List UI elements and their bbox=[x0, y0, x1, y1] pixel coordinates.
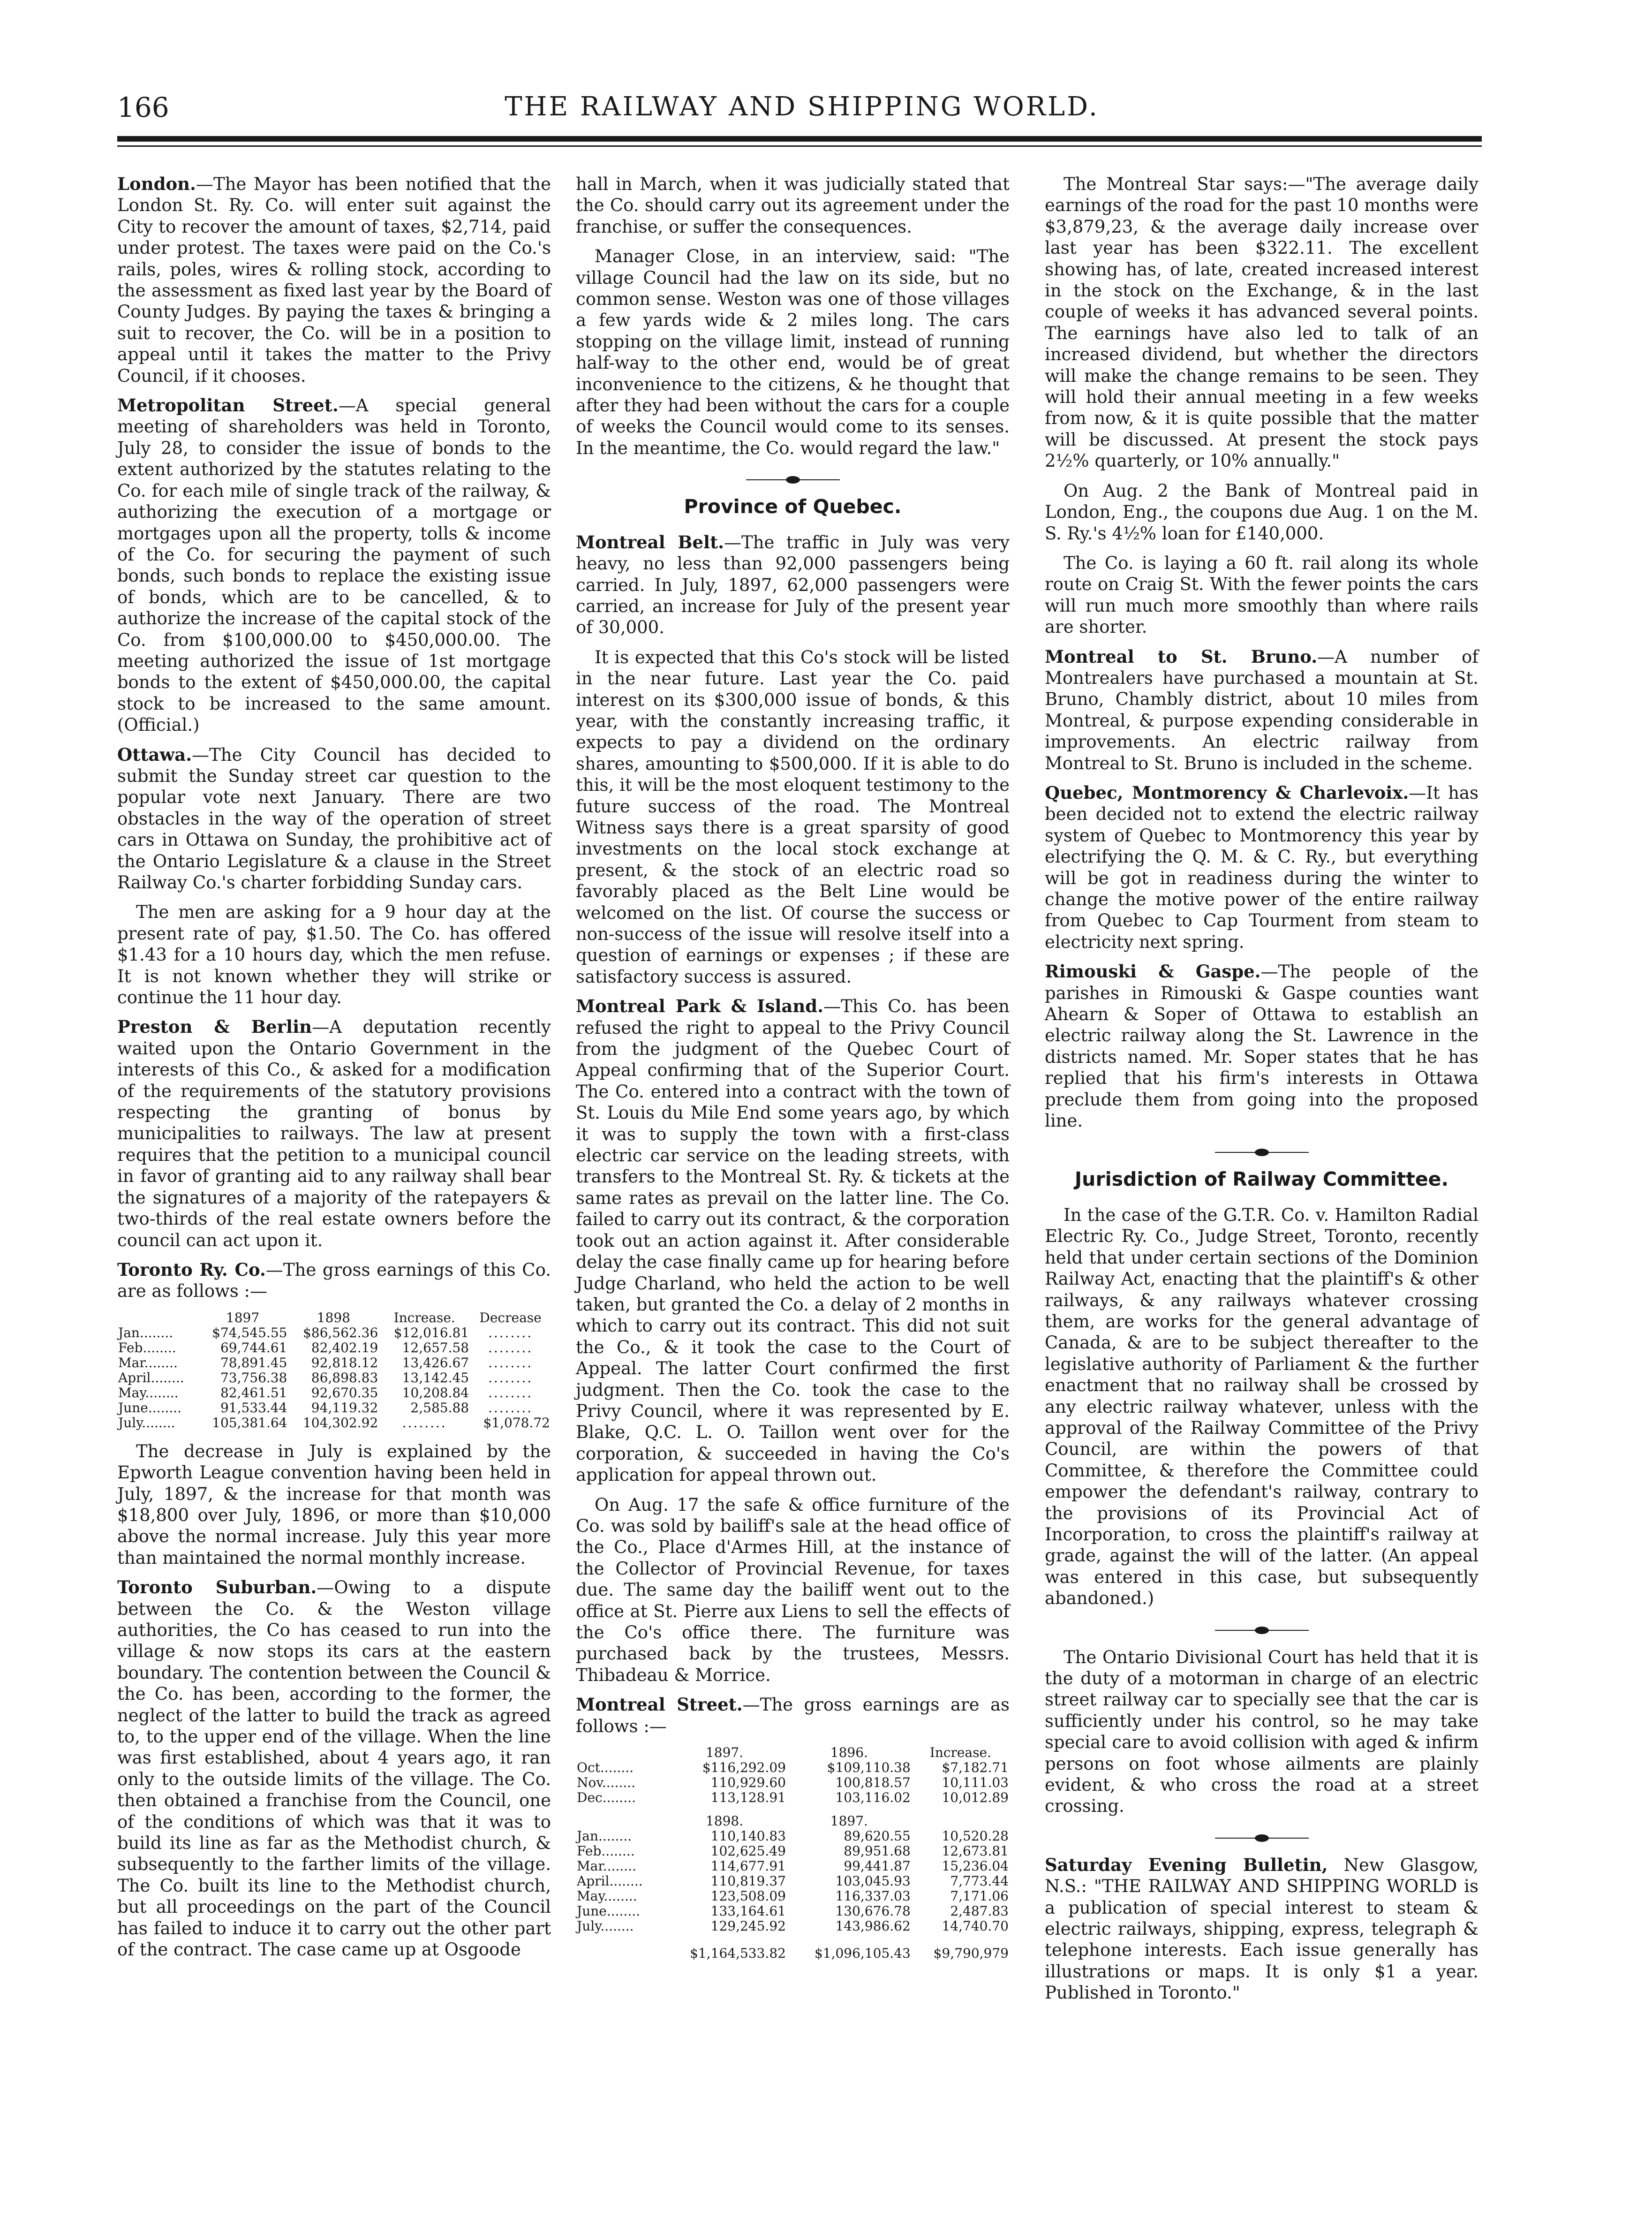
table-cell: ........ bbox=[488, 1370, 533, 1386]
article-toronto-suburban bbox=[117, 1577, 551, 1960]
article-text: —The Mayor has been notified that the London St. Ry. Co. will enter suit against the City to recover the amount of taxes, $2,714, paid under protest. The taxes were paid on the Co.'s rails, poles, wires & rolling stock, according to the assessment as fixed last year by the Board of County Judges. By paying the taxes & bringing a suit to recover, the Co. will be in a position to appeal until it takes the matter to the Privy Council, if it chooses. bbox=[117, 174, 551, 386]
article-london bbox=[117, 174, 551, 386]
table-cell: 73,756.38 bbox=[220, 1370, 287, 1386]
article-toronto-suburban-cont: hall in March, when it was judicially stated that the Co. should carry out its agreement under the franchise, or suffer the consequences. bbox=[576, 174, 1010, 237]
section-divider bbox=[1215, 1831, 1309, 1845]
section-heading-jurisdiction: Jurisdiction of Railway Committee. bbox=[1074, 1168, 1449, 1191]
article-jurisdiction: In the case of the G.T.R. Co. v. Hamilton Radial Electric Ry. Co., Judge Street, Toronto, recently held that under certain sections of the Dominion Railway Act, enacting that the plaintiff's & other railways, & any railways whatever crossing them, are works for the general advantage of Canada, & are to be subject thereafter to the legislative authority of Parliament & the further enactment that no railway shall be crossed by any electric railway whatever, unless with the approval of the Railway Committee of the Privy Council, are within the powers of that Committee, & therefore the Committee could empower the defendant's railway, contrary to the provisions of its Provincial Act of Incorporation, to cross the plaintiff's railway at grade, against the will of the latter. (An appeal was entered in this case, but subsequently abandoned.) bbox=[1045, 1204, 1479, 1609]
table-cell: 89,620.55 bbox=[844, 1828, 911, 1844]
table-row bbox=[576, 1790, 1010, 1805]
table-cell: $1,096,105.43 bbox=[814, 1946, 911, 1961]
table-cell: 2,487.83 bbox=[950, 1903, 1009, 1919]
article-toronto-ry bbox=[117, 1259, 551, 1302]
table-cell: 82,461.51 bbox=[220, 1385, 287, 1401]
table-cell: 103,045.93 bbox=[835, 1873, 911, 1889]
article-lead: Ottawa. bbox=[117, 744, 192, 765]
table-cell: 123,508.09 bbox=[710, 1888, 786, 1904]
table-row bbox=[576, 1904, 1010, 1919]
table-cell: Feb........ bbox=[577, 1843, 635, 1859]
article-text: —This Co. has been refused the right to appeal to the Privy Council from the judgment of the Quebec Court of Appeal confirming that of the Superior Court. The Co. entered into a contract with the town of St. Louis du Mile End some years ago, by which it was to supply the town with a first-class electric car service on the leading streets, with transfers to the Montreal St. Ry. & tickets at the same rates as prevail on the latter line. The Co. failed to carry out its contract, & the corporation took out an action against it. After considerable delay the case finally came up for hearing before Judge Charland, who held the action to be well taken, but granted the Co. a delay of 2 months in which to carry out its contract. This did not suit the Co., & it took the case to the Court of Appeal. The latter Court confirmed the first judgment. Then the Co. took the case to the Privy Council, where it was represented by E. Blake, Q.C. L. O. Taillon went over for the corporation, & succeeded in having the Co's application for appeal thrown out. bbox=[576, 996, 1010, 1485]
article-lead: Toronto Suburban. bbox=[117, 1577, 317, 1598]
table-cell: Nov........ bbox=[577, 1775, 636, 1791]
table-row bbox=[117, 1416, 551, 1431]
table-cell: 7,773.44 bbox=[950, 1873, 1009, 1889]
table-cell: 89,951.68 bbox=[844, 1843, 911, 1859]
table-cell: $1,078.72 bbox=[483, 1415, 550, 1431]
article-st-bruno bbox=[1045, 646, 1479, 774]
table-row bbox=[576, 1859, 1010, 1874]
table-cell: 113,128.91 bbox=[710, 1790, 786, 1806]
montreal-street-earnings-table bbox=[576, 1745, 1010, 1961]
table-header-cell: Decrease bbox=[479, 1310, 542, 1325]
table-row bbox=[576, 1874, 1010, 1889]
table-cell: Mar........ bbox=[577, 1858, 636, 1874]
column-2 bbox=[576, 174, 1010, 1971]
article-text: New Glasgow, N.S.: "THE RAILWAY AND SHIPPING WORLD is a publication of special interest to steam & electric railways, shipping, express, telegraph & telephone interests. Each issue generally has illustrations or maps. It is only $1 a year. Published in Toronto." bbox=[1045, 1855, 1479, 2003]
section-divider bbox=[1215, 1145, 1309, 1159]
table-cell: $116,292.09 bbox=[702, 1760, 786, 1776]
table-row bbox=[117, 1340, 551, 1355]
table-cell: ........ bbox=[488, 1340, 533, 1355]
table-subheader-row bbox=[576, 1805, 1010, 1829]
table-cell: Mar........ bbox=[118, 1355, 178, 1370]
article-lead: Montreal Park & Island. bbox=[576, 996, 823, 1017]
table-cell: 116,337.03 bbox=[835, 1888, 911, 1904]
table-header-cell: 1898 bbox=[317, 1310, 350, 1325]
table-cell: 12,657.58 bbox=[402, 1340, 469, 1355]
article-montreal-belt-cont: It is expected that this Co's stock will be listed in the near future. Last year the Co. paid interest on its $300,000 issue of bonds, & this year, with the constantly increasing traffic, it expects to pay a dividend on the ordinary shares, amounting to $500,000. If it is able to do this, it will be the most eloquent testimony to the future success of the road. The Montreal Witness says there is a great sparsity of good investments on the local stock exchange at present, & the stock of an electric road so favorably placed as the Belt Line would be welcomed on the list. Of course the success or non-success of the issue will resolve itself into a question of earnings or expenses ; if these are satisfactory success is assured. bbox=[576, 647, 1010, 987]
table-cell: ........ bbox=[488, 1400, 533, 1416]
table-cell: 110,140.83 bbox=[710, 1828, 786, 1844]
table-row bbox=[576, 1775, 1010, 1790]
article-toronto-suburban-quote: Manager Close, in an interview, said: "The village Council had the law on its side, but no common sense. Weston was one of those villages a few yards wide & 2 miles long. The cars stopping on the village limit, instead of running half-way to the other end, would be of great inconvenience to the citizens, & he thought that after they had been without the cars for a couple of weeks the Council would come to its senses. In the meantime, the Co. would regard the law." bbox=[576, 246, 1010, 458]
table-cell bbox=[576, 1934, 662, 1961]
table-row bbox=[117, 1355, 551, 1370]
table-cell: Jan........ bbox=[118, 1325, 173, 1340]
table-row bbox=[576, 1844, 1010, 1859]
table-cell: 91,533.44 bbox=[220, 1400, 287, 1416]
table-header-cell bbox=[117, 1310, 197, 1325]
article-text: —A special general meeting of shareholders was held in Toronto, July 28, to consider the issue of bonds to the extent authorized by the statutes relating to the Co. for each mile of single track of the railway, & authorizing the execution of a mortgage or mortgages upon all the property, tolls & income of the Co. for securing the payment of such bonds, such bonds to replace the existing issue of bonds, which are to be cancelled, & to authorize the increase of the capital stock of the Co. from $100,000.00 to $450,000.00. The meeting authorized the issue of 1st mortgage bonds to the extent of $450,000.00, the capital stock to be increased to the same amount. (Official.) bbox=[117, 395, 551, 735]
table-cell: 69,744.61 bbox=[220, 1340, 287, 1355]
table-row bbox=[576, 1889, 1010, 1904]
table-cell: 12,673.81 bbox=[942, 1843, 1009, 1859]
article-text: —The traffic in July was very heavy, no less than 92,000 passengers being carried. In July, 1897, 62,000 passengers were carried, an increase for July of the present year of 30,000. bbox=[576, 532, 1010, 638]
table-cell: July........ bbox=[118, 1415, 175, 1431]
article-lead: Metropolitan Street. bbox=[117, 395, 339, 416]
article-montreal-park bbox=[576, 996, 1010, 1485]
section-divider bbox=[746, 473, 840, 487]
table-row bbox=[117, 1401, 551, 1416]
table-header-row bbox=[117, 1310, 551, 1325]
table-header-cell bbox=[576, 1745, 662, 1760]
article-montreal-star: The Montreal Star says:—"The average daily earnings of the road for the past 10 months were $3,879,23, & the average daily increase over last year has been $322.11. The excellent showing has, of late, created increased interest in the stock on the Exchange, & in the last couple of weeks it has advanced several points. The earnings have also led to talk of an increased dividend, but whether the directors will make the change remains to be seen. They will hold their annual meeting in a few weeks from now, & it is quite possible that the matter will be discussed. At present the stock pays 2½% quarterly, or 10% annually." bbox=[1045, 174, 1479, 471]
table-cell: 10,208.84 bbox=[402, 1385, 469, 1401]
article-text: —The City Council has decided to submit the Sunday street car question to the popular vote next January. There are two obstacles in the way of the operation of street cars in Ottawa on Sunday, the prohibitive act of the Ontario Legislature & a clause in the Street Railway Co.'s charter forbidding Sunday cars. bbox=[117, 744, 551, 893]
table-cell: 14,740.70 bbox=[942, 1918, 1009, 1934]
table-cell: Dec........ bbox=[577, 1790, 636, 1806]
article-text: —The gross earnings of this Co. are as follows :— bbox=[117, 1259, 551, 1302]
table-header-cell: 1897. bbox=[830, 1813, 868, 1829]
table-cell: $1,164,533.82 bbox=[690, 1946, 786, 1961]
article-montreal-park-cont: On Aug. 17 the safe & office furniture of the Co. was sold by bailiff's sale at the head office of the Co., Place d'Armes Hill, at the instance of the Collector of Provincial Revenue, for taxes due. The same day the bailiff went out to the office at St. Pierre aux Liens to sell the effects of the Co's office there. The furniture was purchased back by the trustees, Messrs. Thibadeau & Morrice. bbox=[576, 1494, 1010, 1685]
table-row bbox=[117, 1325, 551, 1340]
table-cell: June........ bbox=[577, 1903, 641, 1919]
table-cell: Feb........ bbox=[118, 1340, 176, 1355]
table-cell: 10,111.03 bbox=[942, 1775, 1009, 1791]
column-3 bbox=[1045, 174, 1479, 2012]
table-cell: May........ bbox=[118, 1385, 179, 1401]
table-total-row bbox=[576, 1934, 1010, 1961]
table-header-cell bbox=[576, 1805, 662, 1829]
article-lead: Quebec, Montmorency & Charlevoix. bbox=[1045, 782, 1409, 803]
page-header bbox=[117, 82, 1486, 138]
article-metropolitan-street bbox=[117, 395, 551, 736]
table-cell: 102,625.49 bbox=[710, 1843, 786, 1859]
table-cell: ........ bbox=[488, 1355, 533, 1370]
table-cell: 110,819.37 bbox=[710, 1873, 786, 1889]
table-header-cell: 1898. bbox=[705, 1813, 744, 1829]
table-cell: 78,891.45 bbox=[220, 1355, 287, 1370]
column-1 bbox=[117, 174, 551, 1969]
table-cell: $74,545.55 bbox=[212, 1325, 287, 1340]
table-cell: 94,119.32 bbox=[311, 1400, 378, 1416]
table-cell: June........ bbox=[118, 1400, 182, 1416]
table-row bbox=[576, 1919, 1010, 1934]
article-lead: Rimouski & Gaspe. bbox=[1045, 961, 1261, 982]
table-cell: $86,562.36 bbox=[302, 1325, 378, 1340]
toronto-ry-earnings-table bbox=[117, 1310, 551, 1431]
table-cell: 104,302.92 bbox=[302, 1415, 378, 1431]
section-divider bbox=[1215, 1623, 1309, 1637]
section-heading-quebec: Province of Quebec. bbox=[684, 495, 902, 518]
table-header-cell: Increase. bbox=[393, 1310, 455, 1325]
table-cell: 99,441.87 bbox=[844, 1858, 911, 1874]
table-cell: 92,670.35 bbox=[311, 1385, 378, 1401]
table-row bbox=[117, 1370, 551, 1386]
table-row bbox=[117, 1386, 551, 1401]
article-lead: Montreal to St. Bruno. bbox=[1045, 646, 1318, 667]
table-cell: 7,171.06 bbox=[950, 1888, 1009, 1904]
table-cell: 143,986.62 bbox=[835, 1918, 911, 1934]
article-lead: Montreal Street. bbox=[576, 1694, 743, 1715]
table-header-row bbox=[576, 1745, 1010, 1760]
table-header-cell: 1897 bbox=[226, 1310, 260, 1325]
article-bank-montreal: On Aug. 2 the Bank of Montreal paid in London, Eng., the coupons due Aug. 1 on the M. S. Ry.'s 4½% loan for £140,000. bbox=[1045, 480, 1479, 544]
table-cell: 2,585.88 bbox=[410, 1400, 469, 1416]
table-cell: $12,016.81 bbox=[393, 1325, 469, 1340]
article-lead: Saturday Evening Bulletin, bbox=[1045, 1854, 1328, 1875]
article-preston-berlin bbox=[117, 1016, 551, 1250]
table-cell: 86,898.83 bbox=[311, 1370, 378, 1386]
table-cell: 114,677.91 bbox=[710, 1858, 786, 1874]
table-cell: 10,520.28 bbox=[942, 1828, 1009, 1844]
article-rimouski-gaspe bbox=[1045, 961, 1479, 1131]
table-cell: ........ bbox=[488, 1325, 533, 1340]
table-cell: May........ bbox=[577, 1888, 637, 1904]
table-cell: 10,012.89 bbox=[942, 1790, 1009, 1806]
article-text: —A number of Montrealers have purchased a mountain at St. Bruno, Chambly district, about 10 miles from Montreal, & purpose expending considerable in improvements. An electric railway from Montreal to St. Bruno is included in the scheme. bbox=[1045, 646, 1479, 773]
article-saturday-bulletin bbox=[1045, 1855, 1479, 2004]
header-rule-thick bbox=[117, 136, 1482, 142]
table-cell: 15,236.04 bbox=[942, 1858, 1009, 1874]
table-cell: 82,402.19 bbox=[311, 1340, 378, 1355]
header-rule-thin bbox=[117, 145, 1482, 147]
page-number: 166 bbox=[117, 91, 169, 123]
table-cell: 130,676.78 bbox=[835, 1903, 911, 1919]
table-row bbox=[576, 1829, 1010, 1844]
table-row bbox=[576, 1760, 1010, 1775]
article-text: —Owing to a dispute between the Co. & the Weston village authorities, the Co has ceased to run into the village & now stops its cars at the eastern boundary. The contention between the Council & the Co. has been, according to the former, the neglect of the latter to build the track as agreed to, to the upper end of the village. When the line was first established, about 4 years ago, it ran only to the outside limits of the village. The Co. then obtained a franchise from the Council, one of the conditions of which was that it was to build its line as far as the Methodist church, & subsequently to the farther limits of the village. The Co. built its line to the Methodist church, but all proceedings on the part of the Council has failed to induce it to carry out the other part of the contract. The case came up at Osgoode bbox=[117, 1577, 551, 1960]
article-text: —It has been decided not to extend the electric railway system of Quebec to Montmorency this year by electrifying the Q. M. & C. Ry., but everything will be got in readiness during the winter to change the motive power of the entire railway from Quebec to Cap Tourment from steam to electricity next spring. bbox=[1045, 782, 1479, 952]
table-header-cell: 1896. bbox=[830, 1745, 868, 1761]
article-ottawa-cont: The men are asking for a 9 hour day at the present rate of pay, $1.50. The Co. has offered $1.43 for a 10 hours day, which the men refuse. It is not known whether they will strike or continue the 11 hour day. bbox=[117, 902, 551, 1008]
table-cell: Oct........ bbox=[577, 1760, 634, 1776]
table-cell: ........ bbox=[488, 1385, 533, 1401]
article-ontario-court: The Ontario Divisional Court has held that it is the duty of a motorman in charge of an electric street railway car to specially see that the car is sufficiently under his control, so he may take special care to avoid collision with aged & infirm persons on foot whose ailments are plainly evident, & who cross the road at a street crossing. bbox=[1045, 1647, 1479, 1817]
article-text: —The people of the parishes in Rimouski & Gaspe counties want Ahearn & Soper of Ottawa to establish an electric railway along the St. Lawrence in the districts named. Mr. Soper states that he has replied that his firm's interests in Ottawa preclude them from going into the proposed line. bbox=[1045, 962, 1479, 1131]
table-header-cell bbox=[912, 1805, 1010, 1829]
article-montreal-belt bbox=[576, 532, 1010, 638]
article-quebec-montmorency bbox=[1045, 782, 1479, 953]
table-cell: 133,164.61 bbox=[710, 1903, 786, 1919]
table-cell: 110,929.60 bbox=[710, 1775, 786, 1791]
table-cell: $109,110.38 bbox=[827, 1760, 911, 1776]
article-lead: Preston & Berlin bbox=[117, 1016, 312, 1037]
table-cell: 13,426.67 bbox=[402, 1355, 469, 1370]
table-cell: $7,182.71 bbox=[942, 1760, 1009, 1776]
table-cell: 100,818.57 bbox=[835, 1775, 911, 1791]
table-cell: April........ bbox=[118, 1370, 184, 1386]
table-cell: July........ bbox=[577, 1918, 634, 1934]
article-text: —The gross earnings are as follows :— bbox=[576, 1695, 1010, 1736]
article-lead: Montreal Belt. bbox=[576, 531, 724, 553]
article-lead: Toronto Ry. Co. bbox=[117, 1259, 266, 1280]
table-cell: 92,818.12 bbox=[311, 1355, 378, 1370]
table-header-cell: 1897. bbox=[705, 1745, 744, 1761]
article-ottawa bbox=[117, 744, 551, 893]
table-cell: 105,381.64 bbox=[212, 1415, 287, 1431]
table-cell: 129,245.92 bbox=[710, 1918, 786, 1934]
table-header-cell: Increase. bbox=[929, 1745, 992, 1761]
article-text: —A deputation recently waited upon the Ontario Government in the interests of this Co., & asked for a modification of the requirements of the statutory provisions respecting the granting of bonus by municipalities to railways. The law at present requires that the petition to a municipal council in favor of granting aid to any railway shall bear the signatures of a majority of the ratepayers & two-thirds of the real estate owners before the council can act upon it. bbox=[117, 1017, 551, 1250]
table-cell: ........ bbox=[402, 1415, 447, 1431]
journal-title: THE RAILWAY AND SHIPPING WORLD. bbox=[505, 91, 1099, 122]
article-toronto-ry-cont: The decrease in July is explained by the Epworth League convention having been held in July, 1897, & the increase for that month was $18,800 over July, 1896, or more than $10,000 above the normal increase. July this year more than maintained the normal monthly increase. bbox=[117, 1441, 551, 1568]
table-cell: 103,116.02 bbox=[835, 1790, 911, 1806]
article-laying-rail: The Co. is laying a 60 ft. rail along its whole route on Craig St. With the fewer points the cars will run much more smoothly than where rails are shorter. bbox=[1045, 553, 1479, 637]
table-cell: 13,142.45 bbox=[402, 1370, 469, 1386]
article-montreal-street bbox=[576, 1694, 1010, 1737]
table-cell: $9,790,979 bbox=[933, 1946, 1009, 1961]
table-cell: Jan........ bbox=[577, 1828, 632, 1844]
article-lead: London. bbox=[117, 174, 196, 194]
table-cell: April........ bbox=[577, 1873, 643, 1889]
